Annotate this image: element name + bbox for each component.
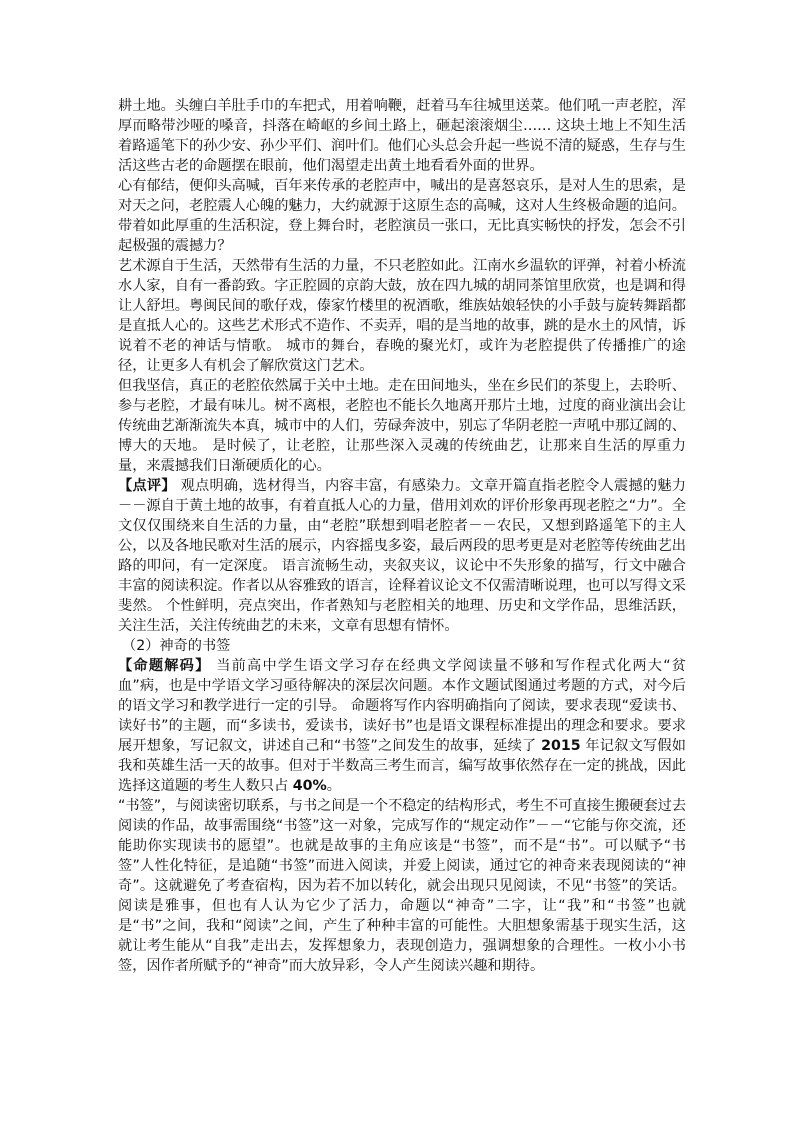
- decode-tag: 【命题解码】: [118, 658, 211, 674]
- review-tag: 【点评】: [118, 478, 176, 494]
- decode-text-after: 。: [326, 778, 341, 794]
- paragraph-laoqiang-land: 耕土地。头缠白羊肚手巾的车把式，用着响鞭，赶着马车往城里送菜。他们吼一声老腔，浑厚而略带沙哑的嗓音，抖落在崎岖的乡间土路上，砸起滚滚烟尘…… 这块土地上不知生活着路遥笔下的孙少安、孙少平们、润叶们。他们心头总会升起一些说不清的疑惑，生存与生活这些古老的命题摆在眼前，他们渴望走出黄土地看看外面的世界。: [118, 98, 686, 174]
- decode-paragraph: [118, 656, 686, 796]
- paragraph-laoqiang-shout: 心有郁结，便仰头高喊，百年来传承的老腔声中，喊出的是喜怒哀乐，是对人生的思索，是对天之问，老腔震人心魄的魅力，大约就源于这原生态的高喊，这对人生终极命题的追问。带着如此厚重的生活积淀，登上舞台时，老腔演员一张口，无比真实畅快的抒发，怎会不引起极强的震撼力？: [118, 178, 686, 254]
- paragraph-art-from-life: 艺术源自于生活，天然带有生活的力量，不只老腔如此。江南水乡温软的评弹，衬着小桥流水人家，自有一番韵致。字正腔圆的京韵大鼓，放在四九城的胡同茶馆里欣赏，也是调和得让人舒坦。粤闽民间的歌仔戏，傣家竹楼里的祝酒歌，维族姑娘轻快的小手鼓与旋转舞蹈都是直抵人心的。这些艺术形式不造作、不卖弄，唱的是当地的故事，跳的是水土的风情，诉说着不老的神话与情歌。 城市的舞台，春晚的聚光灯，或许为老腔提供了传播推广的途径，让更多人有机会了解欣赏这门艺术。: [118, 258, 686, 374]
- decode-text-before: 当前高中学生语文学习存在经典文学阅读量不够和写作程式化两大“贫血”病，也是中学语文学习亟待解决的深层次问题。本作文题试图通过考题的方式，对今后的语文学习和教学进行一定的引导。 命题将写作内容明确指向了阅读，要求表现“爱读书、读好书”的主题，而“多读书，爱读书，读好书”也是语文课程标准提出的理念和要求。要求展开想象，写记叙文，讲述自己和“书签”之间发生的故事，延续了: [118, 658, 686, 754]
- decode-text-middle: 年记叙文写假如我和英雄生活一天的故事。但对于半数高三考生而言，编写故事依然存在一定的挑战，因此选择这道题的考生人数只占: [118, 738, 686, 794]
- document-page: [118, 96, 686, 976]
- review-text: 观点明确，选材得当，内容丰富，有感染力。文章开篇直指老腔令人震撼的魅力－－源自于黄土地的故事，有着直抵人心的力量，借用刘欢的评价形象再现老腔之“力”。全文仅仅围绕来自生活的力量，由“老腔”联想到唱老腔者－－农民，又想到路遥笔下的主人公，以及各地民歌对生活的展示，内容摇曳多姿，最后两段的思考更是对老腔等传统曲艺出路的叩问，有一定深度。 语言流畅生动，夹叙夹议，议论中不失形象的描写，行文中融合丰富的阅读积淀。作者以从容雅致的语言，诠释着议论文不仅需清晰说理，也可以写得文采斐然。 个性鲜明，亮点突出，作者熟知与老腔相关的地理、历史和文学作品，思维活跃，关注生活，关注传统曲艺的未来，文章有思想有情怀。: [118, 478, 687, 634]
- paragraph-bookmark-analysis: “书签”，与阅读密切联系，与书之间是一个不稳定的结构形式，考生不可直接生搬硬套过去阅读的作品，故事需围绕“书签”这一对象，完成写作的“规定动作”－－“它能与你交流，还能助你实现读书的愿望”。也就是故事的主角应该是“书签”，而不是“书”。可以赋予“书签”人性化特征，是追随“书签”而进入阅读，并爱上阅读，通过它的神奇来表现阅读的“神奇”。这就避免了考查宿构，因为若不加以转化，就会出现只见阅读，不见“书签”的笑话。 阅读是雅事，但也有人认为它少了活力，命题以“神奇”二字，让“我”和“书签”也就是“书”之间，我和“阅读”之间，产生了种种丰富的可能性。大胆想象需基于现实生活，这就让考生能从“自我”走出去，发挥想象力，表现创造力，强调想象的合理性。一枚小小书签，因作者所赋予的“神奇”而大放异彩，令人产生阅读兴趣和期待。: [118, 798, 687, 974]
- paragraph-belief: 但我坚信，真正的老腔依然属于关中土地。走在田间地头，坐在乡民们的茶叟上，去聆听、参与老腔，才最有味儿。树不离根，老腔也不能长久地离开那片土地，过度的商业演出会让传统曲艺渐渐流失本真，城市中的人们，劳碌奔波中，别忘了华阴老腔一声吼中那辽阔的、博大的天地。 是时候了，让老腔，让那些深入灵魂的传统曲艺，让那来自生活的厚重力量，来震撼我们日渐硬质化的心。: [118, 378, 686, 474]
- subheading-bookmark: （2）神奇的书签: [122, 638, 231, 654]
- decode-year: 2015: [541, 738, 581, 754]
- review-paragraph: [118, 476, 686, 636]
- decode-percent: 40%: [292, 778, 327, 794]
